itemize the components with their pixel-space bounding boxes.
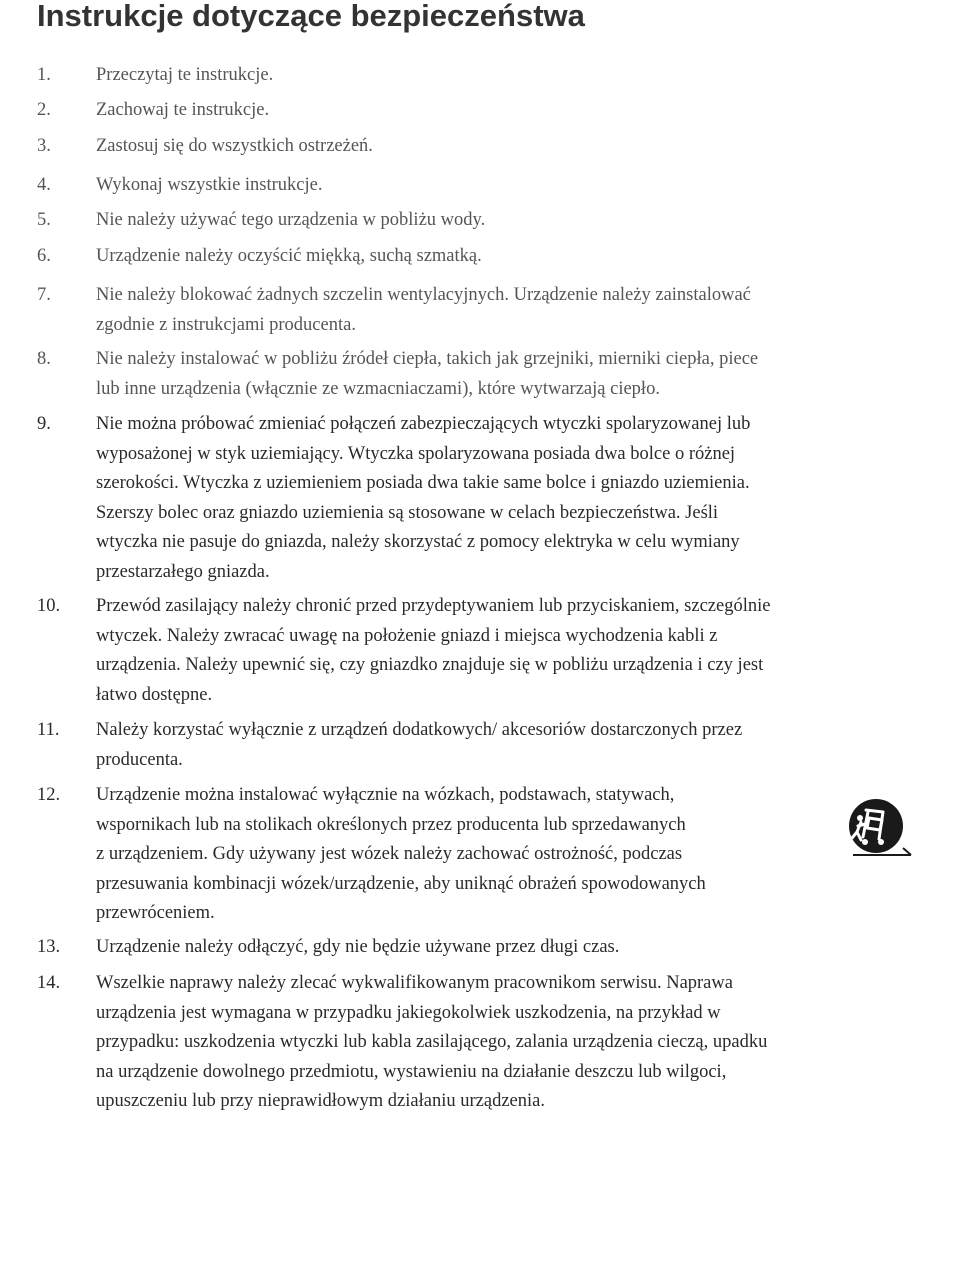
list-item-text-line: na urządzenie dowolnego przedmiotu, wystawieniu na działanie deszczu lub wilgoci, <box>96 1061 727 1082</box>
list-item-text-line: Przeczytaj te instrukcje. <box>96 65 274 85</box>
list-item-text-line: wtyczek. Należy zwracać uwagę na położenie gniazd i miejsca wychodzenia kabli z <box>96 625 718 646</box>
list-item-text-line: Urządzenie można instalować wyłącznie na wózkach, podstawach, statywach, <box>96 785 675 805</box>
list-item-number: 6. <box>37 246 51 266</box>
list-item-text-line: Wszelkie naprawy należy zlecać wykwalifikowanym pracownikom serwisu. Naprawa <box>96 973 733 993</box>
list-item-text-line: przypadku: uszkodzenia wtyczki lub kabla zasilającego, zalania urządzenia cieczą, upadku <box>96 1032 768 1052</box>
list-item-number: 4. <box>37 175 51 195</box>
list-item-text-line: z urządzeniem. Gdy używany jest wózek należy zachować ostrożność, podczas <box>96 844 683 864</box>
list-item-number: 8. <box>37 349 51 369</box>
list-item-number: 5. <box>37 210 51 230</box>
list-item-number: 12. <box>37 785 61 805</box>
list-item-text-line: Nie należy używać tego urządzenia w pobliżu wody. <box>96 210 486 230</box>
list-item-text-line: wspornikach lub na stolikach określonych przez producenta lub sprzedawanych <box>96 814 686 835</box>
list-item-text-line: Należy korzystać wyłącznie z urządzeń dodatkowych/ akcesoriów dostarczonych przez <box>96 720 743 740</box>
list-item-text-line: wyposażonej w styk uziemiający. Wtyczka spolaryzowana posiada dwa bolce o różnej <box>96 443 736 464</box>
list-item-number: 7. <box>37 285 51 305</box>
list-item-text-line: Urządzenie należy oczyścić miękką, suchą szmatką. <box>96 246 482 266</box>
list-item-text-line: urządzenia. Należy upewnić się, czy gniazdko znajduje się w pobliżu urządzenia i czy jest <box>96 655 764 675</box>
list-item-text-line: przesuwania kombinacji wózek/urządzenie, aby uniknąć obrażeń spowodowanych <box>96 873 706 894</box>
page-title: Instrukcje dotyczące bezpieczeństwa <box>37 0 585 33</box>
list-item-number: 11. <box>37 720 60 740</box>
list-item-text-line: producenta. <box>96 749 183 770</box>
list-item-text-line: Zachowaj te instrukcje. <box>96 100 270 120</box>
list-item-number: 14. <box>37 973 61 993</box>
list-item-number: 2. <box>37 100 51 120</box>
list-item-text-line: łatwo dostępne. <box>96 684 213 705</box>
list-item-number: 1. <box>37 65 51 85</box>
list-item-text-line: przestarzałego gniazda. <box>96 561 270 582</box>
list-item-text-line: Urządzenie należy odłączyć, gdy nie będzie używane przez długi czas. <box>96 937 620 957</box>
list-item-text-line: przewróceniem. <box>96 903 215 923</box>
list-item-text-line: Wykonaj wszystkie instrukcje. <box>96 175 323 195</box>
list-item-text-line: lub inne urządzenia (włącznie ze wzmacniaczami), które wytwarzają ciepło. <box>96 378 660 399</box>
list-item-number: 3. <box>37 136 51 156</box>
list-item-text-line: upuszczeniu lub przy nieprawidłowym działaniu urządzenia. <box>96 1091 545 1111</box>
list-item-text-line: szerokości. Wtyczka z uziemieniem posiada dwa takie same bolce i gniazdo uziemienia. <box>96 473 750 493</box>
list-item-number: 10. <box>37 596 61 616</box>
cart-warning-icon <box>839 796 913 860</box>
list-item-text-line: Zastosuj się do wszystkich ostrzeżeń. <box>96 136 373 156</box>
list-item-number: 13. <box>37 937 61 957</box>
list-item-text-line: Nie należy blokować żadnych szczelin wentylacyjnych. Urządzenie należy zainstalować <box>96 285 751 305</box>
list-item-text-line: Nie należy instalować w pobliżu źródeł ciepła, takich jak grzejniki, mierniki ciepła, piece <box>96 349 759 369</box>
list-item-text-line: wtyczka nie pasuje do gniazda, należy skorzystać z pomocy elektryka w celu wymiany <box>96 532 740 552</box>
list-item-text-line: urządzenia jest wymagana w przypadku jakiegokolwiek uszkodzenia, na przykład w <box>96 1002 721 1023</box>
list-item-text-line: Przewód zasilający należy chronić przed przydeptywaniem lub przyciskaniem, szczególnie <box>96 596 771 616</box>
list-item-number: 9. <box>37 414 51 434</box>
list-item-text-line: Nie można próbować zmieniać połączeń zabezpieczających wtyczki spolaryzowanej lub <box>96 414 751 434</box>
list-item-text-line: zgodnie z instrukcjami producenta. <box>96 314 356 335</box>
list-item-text-line: Szerszy bolec oraz gniazdo uziemienia są stosowane w celach bezpieczeństwa. Jeśli <box>96 502 719 523</box>
